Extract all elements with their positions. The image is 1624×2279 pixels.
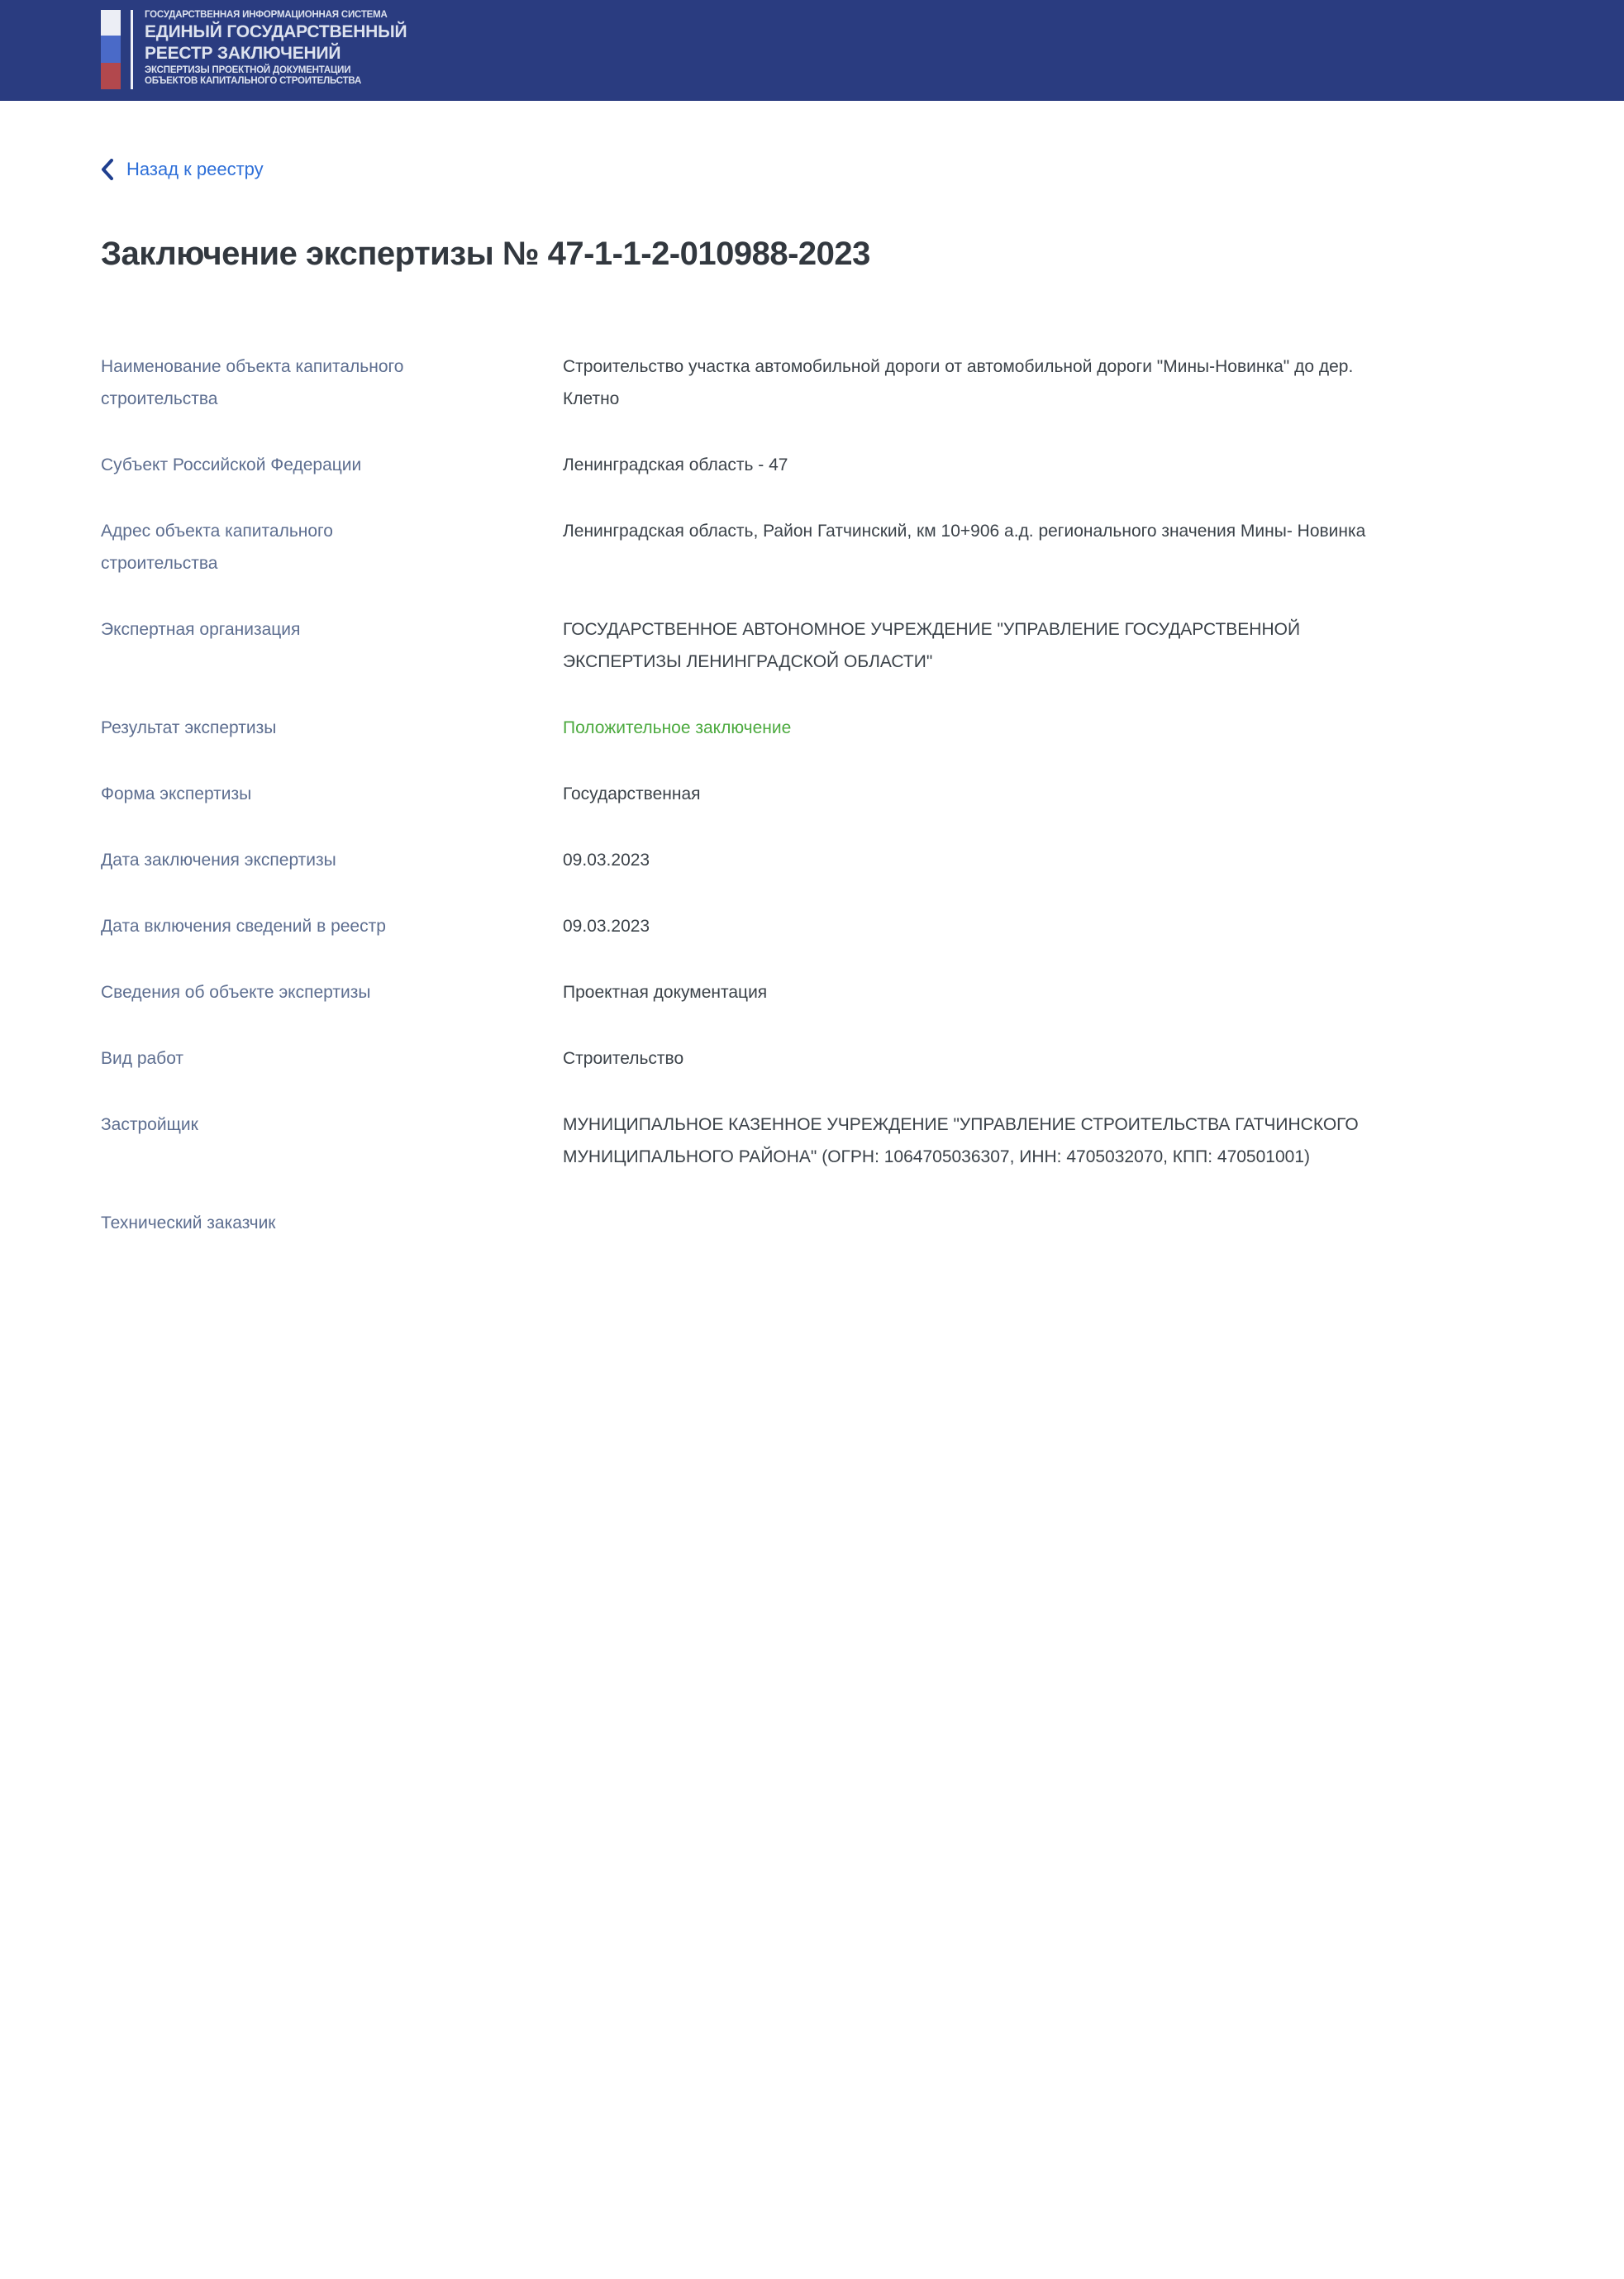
detail-value: Государственная — [563, 784, 701, 803]
logo-title-line2: РЕЕСТР ЗАКЛЮЧЕНИЙ — [145, 44, 341, 63]
conclusion-details-list — [101, 350, 1523, 1239]
chevron-left-icon — [101, 159, 113, 180]
logo-subtitle-line1: ЭКСПЕРТИЗЫ ПРОЕКТНОЙ ДОКУМЕНТАЦИИ — [145, 64, 351, 75]
detail-row — [101, 515, 1523, 579]
detail-value: 09.03.2023 — [563, 851, 650, 870]
detail-row — [101, 449, 1523, 481]
detail-value: Ленинградская область - 47 — [563, 455, 788, 474]
detail-value — [563, 1207, 1406, 1239]
detail-value: Ленинградская область, Район Гатчинский, км 10+906 а.д. регионального значения Мины- Новинка — [563, 522, 1366, 541]
back-to-register-link[interactable] — [101, 159, 264, 180]
logo-system-label: ГОСУДАРСТВЕННАЯ ИНФОРМАЦИОННАЯ СИСТЕМА — [145, 10, 388, 20]
detail-label: Сведения об объекте экспертизы — [101, 983, 371, 1002]
app-header — [0, 0, 1624, 101]
detail-value: 09.03.2023 — [563, 917, 650, 936]
detail-row — [101, 976, 1523, 1008]
detail-value: Строительство — [563, 1049, 684, 1068]
detail-label: Субъект Российской Федерации — [101, 455, 362, 474]
detail-row — [101, 1207, 1523, 1239]
logo-subtitle-line2: ОБЪЕКТОВ КАПИТАЛЬНОГО СТРОИТЕЛЬСТВА — [145, 76, 362, 86]
detail-row — [101, 910, 1523, 942]
page-title: Заключение экспертизы № 47-1-1-2-010988-2023 — [101, 236, 870, 272]
detail-label: Технический заказчик — [101, 1213, 276, 1232]
detail-value: Положительное заключение — [563, 718, 792, 737]
logo-text — [145, 10, 407, 89]
egrz-logo — [101, 10, 407, 89]
detail-label: Результат экспертизы — [101, 718, 277, 737]
russian-flag-icon — [101, 10, 121, 89]
detail-value: ГОСУДАРСТВЕННОЕ АВТОНОМНОЕ УЧРЕЖДЕНИЕ "УПРАВЛЕНИЕ ГОСУДАРСТВЕННОЙ ЭКСПЕРТИЗЫ ЛЕНИНГРАДСКОЙ ОБЛАСТИ" — [563, 620, 1301, 671]
detail-row — [101, 350, 1523, 415]
detail-row — [101, 712, 1523, 744]
detail-row — [101, 1109, 1523, 1173]
detail-label: Дата заключения экспертизы — [101, 851, 336, 870]
detail-row — [101, 844, 1523, 876]
detail-value: Проектная документация — [563, 983, 768, 1002]
detail-label: Наименование объекта капитального строительства — [101, 357, 404, 408]
detail-label: Адрес объекта капитального строительства — [101, 522, 333, 573]
back-link-label: Назад к реестру — [126, 159, 264, 179]
detail-label: Вид работ — [101, 1049, 184, 1068]
logo-title-line1: ЕДИНЫЙ ГОСУДАРСТВЕННЫЙ — [145, 21, 407, 41]
detail-row — [101, 1042, 1523, 1075]
detail-row — [101, 778, 1523, 810]
detail-label: Дата включения сведений в реестр — [101, 917, 386, 936]
detail-label: Застройщик — [101, 1115, 198, 1134]
logo-divider — [131, 10, 133, 89]
detail-label: Форма экспертизы — [101, 784, 252, 803]
detail-value: Строительство участка автомобильной дороги от автомобильной дороги "Мины-Новинка" до дер. Клетно — [563, 357, 1354, 408]
detail-value: МУНИЦИПАЛЬНОЕ КАЗЕННОЕ УЧРЕЖДЕНИЕ "УПРАВЛЕНИЕ СТРОИТЕЛЬСТВА ГАТЧИНСКОГО МУНИЦИПАЛЬНОГО РАЙОНА" (ОГРН: 1064705036307, ИНН: 4705032070, КПП: 470501001) — [563, 1115, 1359, 1166]
main-content — [0, 101, 1624, 1239]
detail-row — [101, 613, 1523, 678]
detail-label: Экспертная организация — [101, 620, 301, 639]
